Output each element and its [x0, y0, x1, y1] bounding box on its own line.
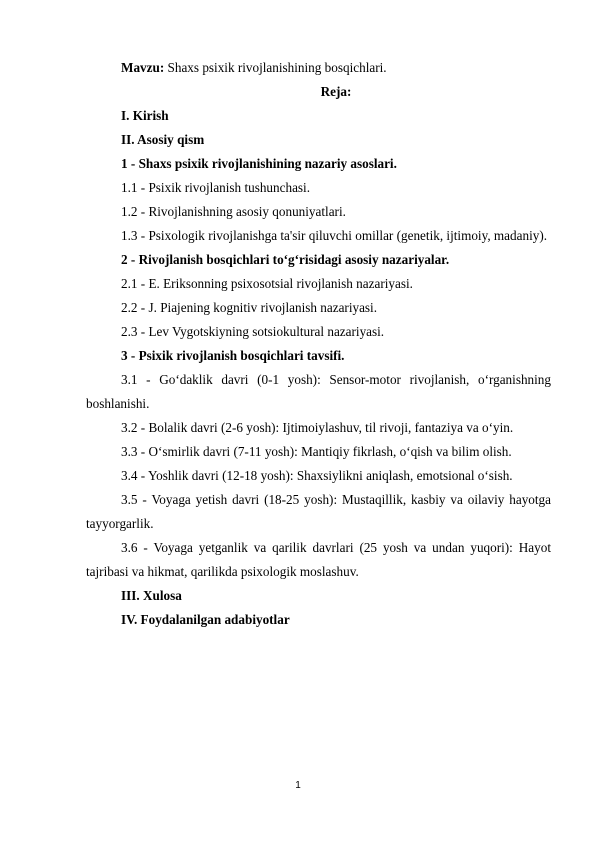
plan-section-heading: III. Xulosa	[121, 588, 182, 603]
plan-subitem: 3.6 - Voyaga yetganlik va qarilik davrlari (25 yosh va undan yuqori): Hayot tajribasi va hikmat, qarilikda psixologik moslashuv.	[86, 540, 551, 579]
plan-subitem: 3.2 - Bolalik davri (2-6 yosh): Ijtimoiylashuv, til rivoji, fantaziya va o‘yin.	[121, 420, 514, 435]
document-page	[86, 56, 551, 632]
topic-label: Mavzu:	[121, 60, 165, 75]
plan-subitem: 2.1 - E. Eriksonning psixosotsial rivojlanish nazariyasi.	[121, 276, 413, 291]
plan-section-heading: 1 - Shaxs psixik rivojlanishining nazariy asoslari.	[121, 156, 397, 171]
plan-subitem: 1.3 - Psixologik rivojlanishga ta'sir qiluvchi omillar (genetik, ijtimoiy, madaniy).	[121, 228, 548, 243]
plan-section-heading: I. Kirish	[121, 108, 169, 123]
plan-section-heading: 2 - Rivojlanish bosqichlari to‘g‘risidagi asosiy nazariyalar.	[121, 252, 450, 267]
plan-subitem: 2.3 - Lev Vygotskiyning sotsiokultural nazariyasi.	[121, 324, 385, 339]
plan-subitem: 3.5 - Voyaga yetish davri (18-25 yosh): Mustaqillik, kasbiy va oilaviy hayotga tayyorgarlik.	[86, 492, 551, 531]
plan-section-heading: IV. Foydalanilgan adabiyotlar	[121, 612, 290, 627]
page-number: 1	[295, 780, 301, 791]
topic-line	[86, 56, 551, 80]
plan-subitem: 1.1 - Psixik rivojlanish tushunchasi.	[121, 180, 311, 195]
plan-heading: Reja:	[320, 84, 352, 99]
topic-text: Shaxs psixik rivojlanishining bosqichlari.	[164, 60, 387, 75]
plan-section-heading: 3 - Psixik rivojlanish bosqichlari tavsifi.	[121, 348, 345, 363]
plan-list	[86, 104, 551, 632]
plan-subitem: 2.2 - J. Piajening kognitiv rivojlanish nazariyasi.	[121, 300, 378, 315]
plan-subitem: 3.1 - Go‘daklik davri (0-1 yosh): Sensor-motor rivojlanish, o‘rganishning boshlanishi.	[86, 372, 551, 411]
plan-section-heading: II. Asosiy qism	[121, 132, 205, 147]
plan-subitem: 3.3 - O‘smirlik davri (7-11 yosh): Mantiqiy fikrlash, o‘qish va bilim olish.	[121, 444, 512, 459]
plan-subitem: 1.2 - Rivojlanishning asosiy qonuniyatlari.	[121, 204, 346, 219]
plan-subitem: 3.4 - Yoshlik davri (12-18 yosh): Shaxsiylikni aniqlash, emotsional o‘sish.	[121, 468, 513, 483]
